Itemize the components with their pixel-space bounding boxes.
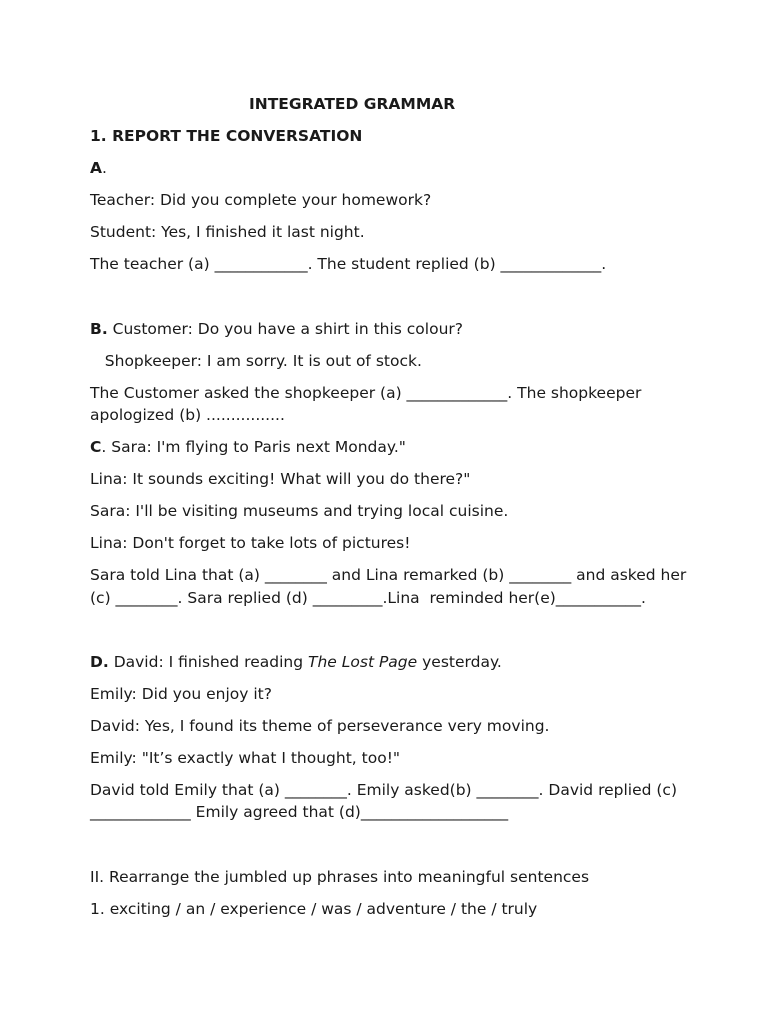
part-a-letter: A [90, 159, 102, 177]
section-2-heading: II. Rearrange the jumbled up phrases into meaningful sentences [90, 868, 590, 886]
part-d-line-4: Emily: "It’s exactly what I thought, too!" [90, 749, 401, 767]
book-title: The Lost Page [308, 653, 418, 671]
part-b-line-1-text: Customer: Do you have a shirt in this colour? [107, 320, 463, 338]
part-c-task-line-1: Sara told Lina that (a) ________ and Lina remarked (b) ________ and asked her [90, 566, 687, 584]
part-c-line-4: Lina: Don't forget to take lots of pictures! [90, 534, 411, 552]
part-c-line-3: Sara: I'll be visiting museums and trying local cuisine. [90, 502, 509, 520]
section-2-item-1: 1. exciting / an / experience / was / adventure / the / truly [90, 900, 538, 918]
part-a-task: The teacher (a) ____________. The student replied (b) _____________. [90, 255, 607, 273]
part-b-line-2: Shopkeeper: I am sorry. It is out of stock. [90, 352, 422, 370]
part-c-label: C [90, 438, 102, 456]
part-d-line-1-post: yesterday. [417, 653, 502, 671]
part-a-line-2: Student: Yes, I finished it last night. [90, 223, 365, 241]
part-c-task-line-2: (c) ________. Sara replied (d) _________.Lina reminded her(e)___________. [90, 589, 646, 607]
section-1-heading: 1. REPORT THE CONVERSATION [90, 127, 363, 145]
part-c-line-1-text: . Sara: I'm flying to Paris next Monday." [101, 438, 406, 456]
part-a-label-suffix: . [102, 159, 107, 177]
part-d-line-1 [90, 651, 502, 673]
part-d-task-line-2: _____________ Emily agreed that (d)___________________ [90, 803, 509, 821]
part-d-task-line-1: David told Emily that (a) ________. Emily asked(b) ________. David replied (c) [90, 781, 678, 799]
part-d-line-2: Emily: Did you enjoy it? [90, 685, 272, 703]
part-d-line-3: David: Yes, I found its theme of perseverance very moving. [90, 717, 550, 735]
part-c-line-2: Lina: It sounds exciting! What will you do there?" [90, 470, 471, 488]
part-d-label: D. [90, 653, 109, 671]
part-b-task-line-2: apologized (b) ................ [90, 406, 285, 424]
part-d-line-1-pre: David: I finished reading [108, 653, 308, 671]
part-b-task-line-1: The Customer asked the shopkeeper (a) _____________. The shopkeeper [90, 384, 642, 402]
part-a-line-1: Teacher: Did you complete your homework? [90, 191, 432, 209]
page-title: INTEGRATED GRAMMAR [249, 95, 456, 113]
part-b-line-1 [90, 318, 463, 340]
part-a-label [90, 157, 107, 179]
part-b-label: B. [90, 320, 108, 338]
part-c-line-1 [90, 436, 406, 458]
